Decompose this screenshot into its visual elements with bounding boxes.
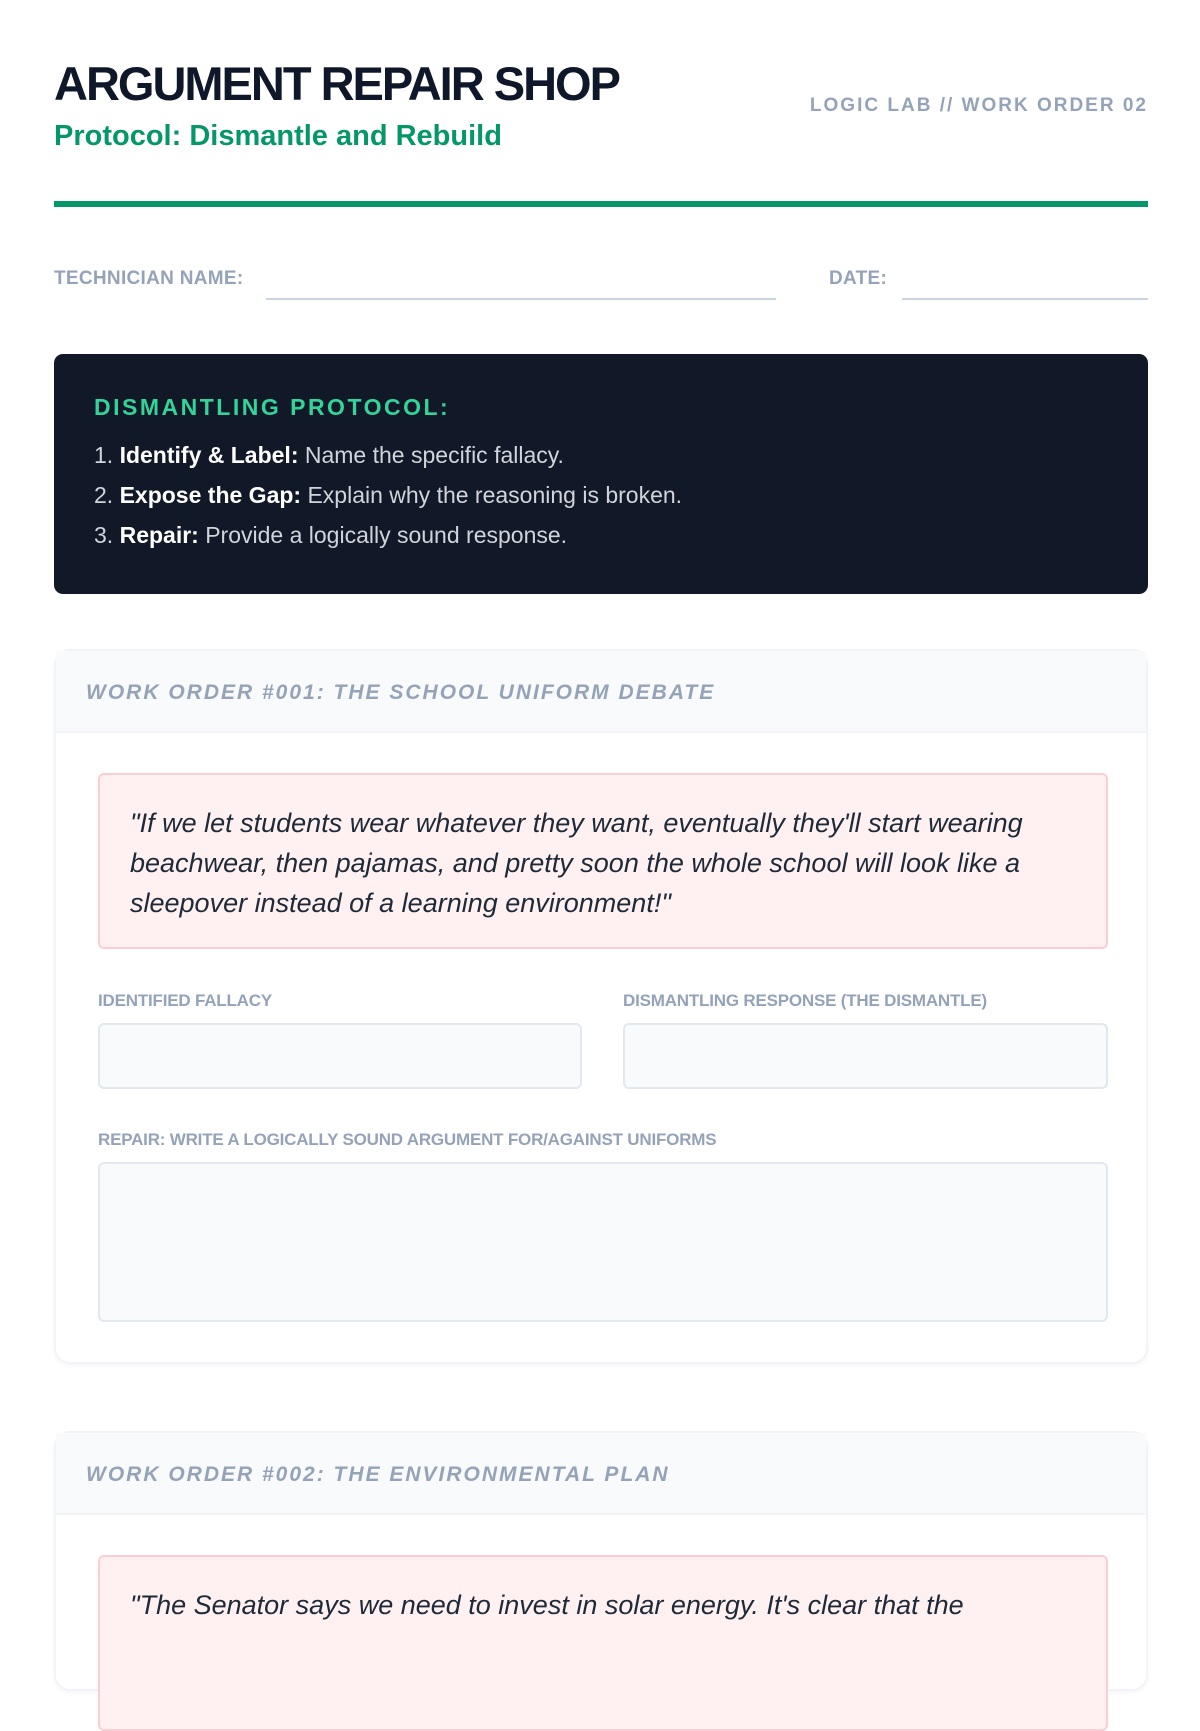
header-divider bbox=[54, 201, 1148, 207]
step-name: Repair: bbox=[119, 522, 199, 548]
header bbox=[54, 0, 1148, 207]
step-number: 3. bbox=[94, 522, 114, 548]
step-description: Name the specific fallacy. bbox=[298, 442, 564, 468]
protocol-step bbox=[94, 515, 1108, 555]
identified-fallacy-input[interactable] bbox=[98, 1023, 582, 1089]
page-subtitle: Protocol: Dismantle and Rebuild bbox=[54, 120, 502, 152]
step-description: Provide a logically sound response. bbox=[198, 522, 568, 548]
work-order-header bbox=[56, 651, 1146, 733]
work-order-header bbox=[56, 1433, 1146, 1515]
technician-name-field[interactable] bbox=[266, 298, 776, 300]
date-field[interactable] bbox=[902, 298, 1148, 300]
step-number: 1. bbox=[94, 442, 114, 468]
work-order-title: WORK ORDER #002: THE ENVIRONMENTAL PLAN bbox=[86, 1463, 670, 1486]
identified-fallacy-label: IDENTIFIED FALLACY bbox=[98, 991, 272, 1010]
dismantling-response-label: DISMANTLING RESPONSE (THE DISMANTLE) bbox=[623, 991, 987, 1010]
technician-name-label: TECHNICIAN NAME: bbox=[54, 268, 244, 289]
repair-label: REPAIR: WRITE A LOGICALLY SOUND ARGUMENT FOR/AGAINST UNIFORMS bbox=[98, 1130, 717, 1149]
argument-quote: "If we let students wear whatever they want, eventually they'll start wearing beachwear, then pajamas, and pretty soon the whole school will look like a sleepover instead of a learning environment!" bbox=[98, 773, 1108, 949]
date-label: DATE: bbox=[829, 268, 888, 289]
protocol-box bbox=[54, 354, 1148, 594]
step-name: Identify & Label: bbox=[119, 442, 299, 468]
step-number: 2. bbox=[94, 482, 114, 508]
work-order-card-001 bbox=[54, 649, 1148, 1364]
step-description: Explain why the reasoning is broken. bbox=[301, 482, 683, 508]
work-order-meta: LOGIC LAB // WORK ORDER 02 bbox=[809, 95, 1148, 116]
protocol-step bbox=[94, 475, 1108, 515]
work-order-card-002 bbox=[54, 1431, 1148, 1691]
protocol-step bbox=[94, 435, 1108, 475]
step-name: Expose the Gap: bbox=[119, 482, 302, 508]
protocol-title: DISMANTLING PROTOCOL: bbox=[94, 394, 451, 420]
repair-textarea[interactable] bbox=[98, 1162, 1108, 1322]
page-title: ARGUMENT REPAIR SHOP bbox=[54, 57, 619, 110]
dismantling-response-input[interactable] bbox=[623, 1023, 1108, 1089]
argument-quote: "The Senator says we need to invest in solar energy. It's clear that the bbox=[98, 1555, 1108, 1731]
work-order-title: WORK ORDER #001: THE SCHOOL UNIFORM DEBATE bbox=[86, 681, 716, 704]
